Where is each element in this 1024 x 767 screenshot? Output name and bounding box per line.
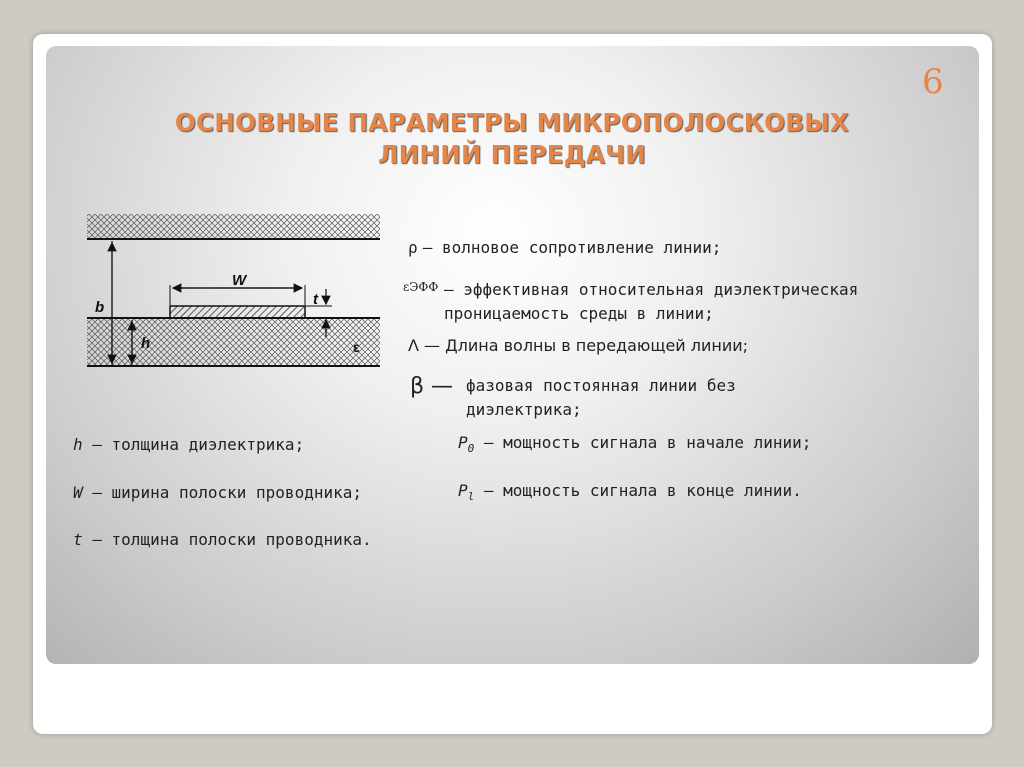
pl-text: — мощность сигнала в конце линии. — [474, 481, 802, 500]
p0-subscript: 0 — [467, 442, 475, 456]
t-symbol: t — [73, 530, 83, 549]
eps-text-line-1: — эффективная относительная диэлектрическая — [444, 280, 859, 299]
w-definition — [73, 483, 362, 502]
t-definition — [73, 530, 372, 549]
p0-definition — [458, 433, 811, 455]
beta-text-line-2: диэлектрика; — [466, 400, 582, 419]
p0-symbol: P — [458, 433, 468, 452]
lambda-symbol: Λ — [408, 336, 419, 355]
slide-title-line-2: ЛИНИЙ ПЕРЕДАЧИ — [377, 140, 647, 169]
pl-symbol: P — [458, 481, 468, 500]
label-epsilon: ε — [353, 339, 360, 355]
h-definition — [73, 435, 304, 454]
eps-text-line-2: проницаемость среды в линии; — [444, 304, 714, 323]
beta-symbol: β — — [410, 374, 454, 399]
label-h: h — [141, 335, 151, 352]
strip-conductor — [170, 306, 305, 318]
w-symbol: W — [73, 483, 83, 502]
eps-symbol — [403, 276, 438, 295]
top-ground-plane — [87, 214, 380, 239]
slide-number: 6 — [922, 62, 944, 102]
eps-symbol-text: εЭФФ — [403, 280, 439, 294]
dielectric-layer — [87, 318, 380, 366]
p0-text: — мощность сигнала в начале линии; — [474, 433, 812, 452]
beta-text-line-1: фазовая постоянная линии без — [466, 376, 736, 395]
h-symbol: h — [73, 435, 83, 454]
pl-subscript: l — [467, 490, 475, 504]
label-w: W — [232, 272, 247, 289]
slide-title-line-1: ОСНОВНЫЕ ПАРАМЕТРЫ МИКРОПОЛОСКОВЫХ — [174, 108, 850, 137]
lambda-definition — [408, 336, 748, 355]
microstrip-diagram — [80, 205, 390, 395]
rho-definition — [408, 238, 721, 257]
w-text: — ширина полоски проводника; — [82, 483, 362, 502]
t-text: — толщина полоски проводника. — [82, 530, 372, 549]
label-b: b — [95, 299, 105, 316]
lambda-text: — Длина волны в передающей линии; — [424, 336, 749, 355]
pl-definition — [458, 481, 802, 503]
rho-text: — волновое сопротивление линии; — [422, 238, 722, 257]
label-t: t — [313, 291, 318, 308]
rho-symbol: ρ — [408, 238, 418, 257]
h-text: — толщина диэлектрика; — [82, 435, 305, 454]
